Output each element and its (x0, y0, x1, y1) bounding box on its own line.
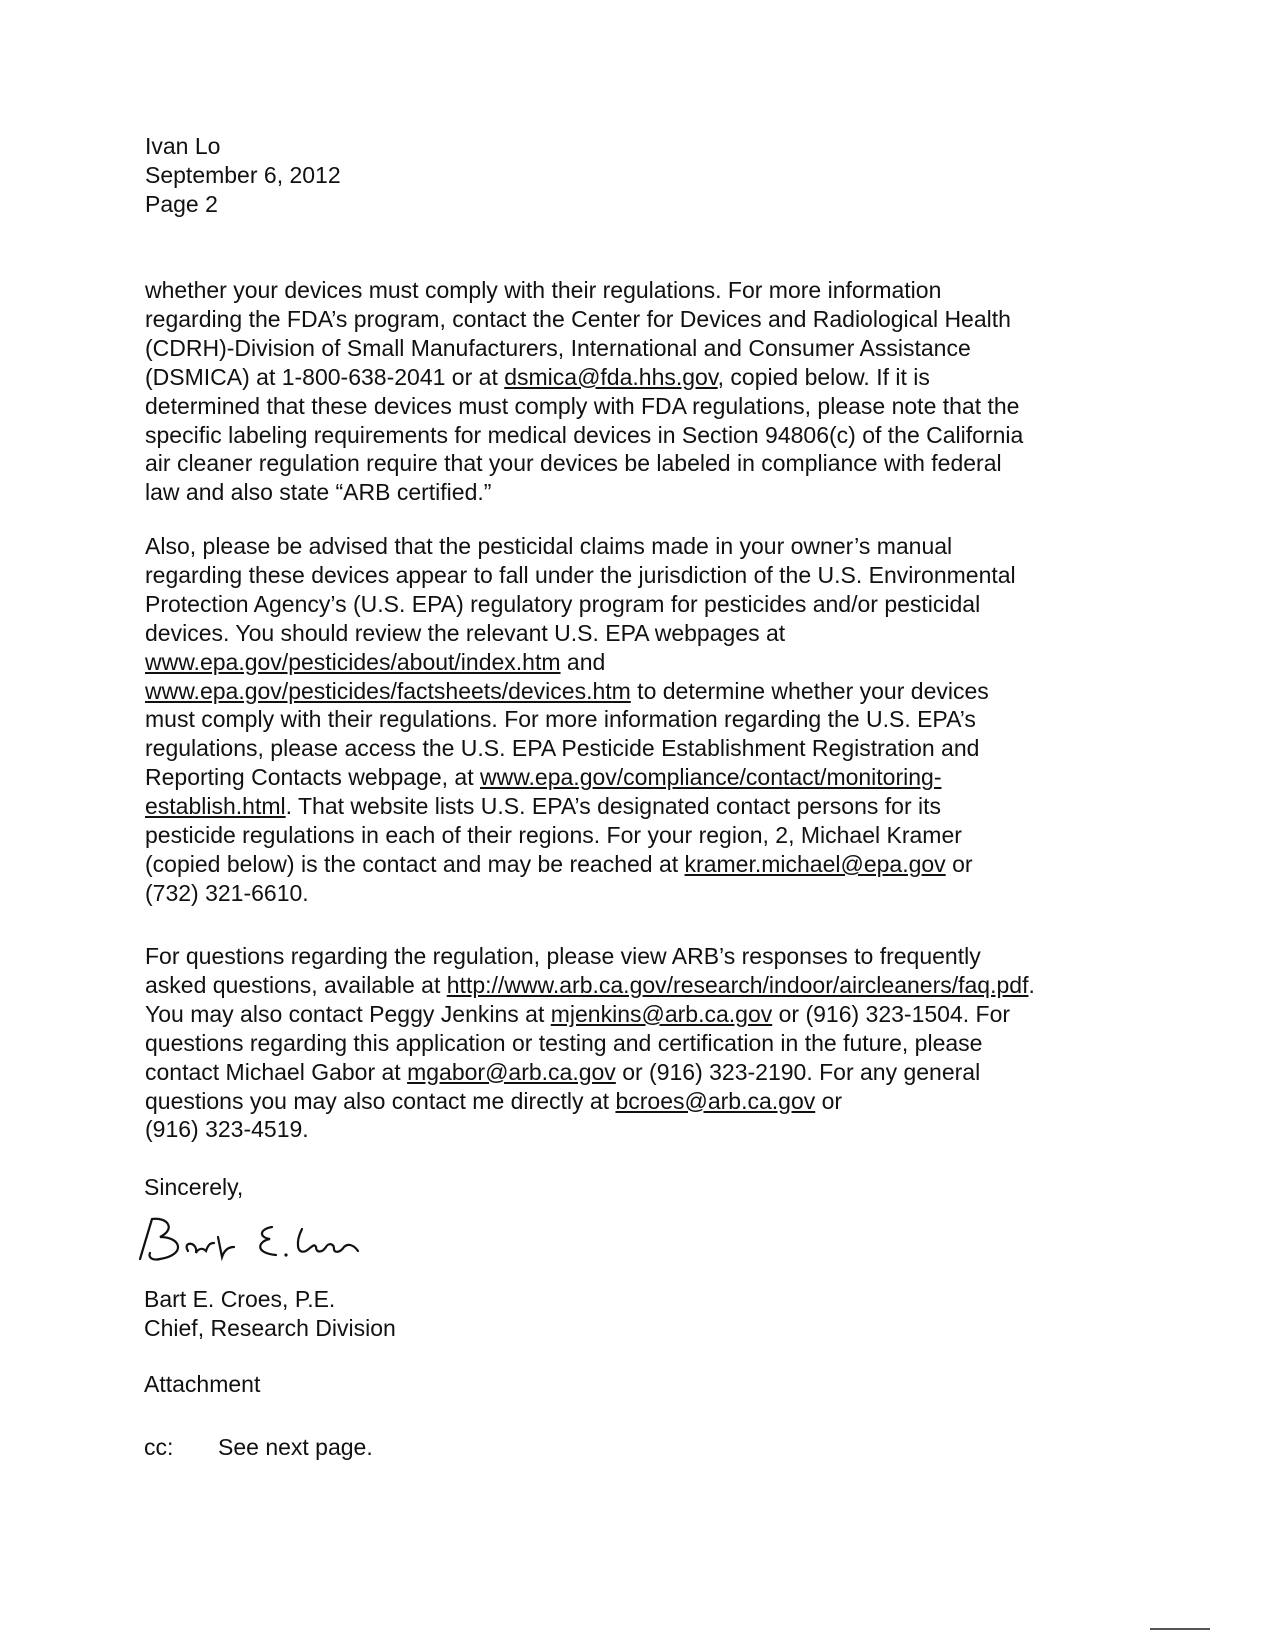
paragraph-line: regarding these devices appear to fall under the jurisdiction of the U.S. Environmental (145, 561, 1016, 588)
croes-email-link[interactable]: bcroes@arb.ca.gov (615, 1087, 816, 1114)
paragraph-line: Also, please be advised that the pesticidal claims made in your owner’s manual (145, 533, 953, 559)
epa-monitoring-link-continued[interactable]: establish.html (145, 793, 286, 820)
closing-salutation: Sincerely, (144, 1174, 244, 1200)
attachment-note: Attachment (144, 1371, 261, 1397)
page-number: Page 2 (145, 191, 218, 217)
paragraph-line: devices. You should review the relevant U.S. EPA webpages at (145, 619, 786, 646)
text-segment: asked questions, available at (145, 971, 447, 998)
recipient-name: Ivan Lo (145, 133, 221, 159)
paragraph-line: determined that these devices must comply with FDA regulations, please note that the (145, 392, 1020, 419)
text-segment: and (560, 648, 606, 675)
text-segment: or (916) 323-2190. For any general (615, 1058, 981, 1085)
text-segment: (copied below) is the contact and may be reached at (145, 850, 685, 877)
paragraph-line: air cleaner regulation require that your devices be labeled in compliance with federal (145, 450, 1002, 477)
signer-title: Chief, Research Division (144, 1315, 396, 1341)
text-segment: to determine whether your devices (630, 677, 989, 704)
jenkins-email-link[interactable]: mjenkins@arb.ca.gov (550, 1000, 773, 1027)
letter-header (145, 132, 341, 219)
paragraph-line (145, 677, 1105, 706)
paragraph-line: (732) 321-6610. (145, 879, 309, 906)
paragraph-line (145, 850, 1105, 879)
cc-line (144, 1433, 373, 1462)
paragraph-line (145, 792, 1105, 821)
paragraph-line (145, 1058, 1105, 1087)
paragraph-line: law and also state “ARB certified.” (145, 479, 492, 506)
paragraph-line (145, 1087, 1105, 1116)
paragraph-fda (145, 276, 1105, 507)
kramer-email-link[interactable]: kramer.michael@epa.gov (684, 850, 946, 877)
paragraph-line: (916) 323-4519. (145, 1116, 309, 1143)
paragraph-line: questions regarding this application or testing and certification in the future, please (145, 1029, 983, 1056)
paragraph-line: Protection Agency’s (U.S. EPA) regulatory program for pesticides and/or pesticidal (145, 590, 981, 617)
text-segment: Reporting Contacts webpage, at (145, 764, 480, 791)
paragraph-line: regulations, please access the U.S. EPA Pesticide Establishment Registration and (145, 735, 980, 762)
text-segment: or (815, 1087, 843, 1114)
paragraph-line (145, 763, 1105, 792)
text-segment: You may also contact Peggy Jenkins at (145, 1000, 551, 1027)
text-segment: questions you may also contact me directly at (145, 1087, 616, 1114)
paragraph-line (145, 971, 1105, 1000)
footer-rule (1150, 1628, 1210, 1630)
epa-monitoring-link[interactable]: www.epa.gov/compliance/contact/monitoring- (479, 764, 942, 791)
paragraph-line: regarding the FDA’s program, contact the Center for Devices and Radiological Health (145, 305, 1011, 332)
cc-label: cc: (144, 1434, 174, 1460)
paragraph-line: must comply with their regulations. For more information regarding the U.S. EPA’s (145, 706, 976, 733)
paragraph-line: pesticide regulations in each of their regions. For your region, 2, Michael Kramer (145, 822, 962, 849)
paragraph-line (145, 363, 1105, 392)
text-segment: or (916) 323-1504. For (772, 1000, 1011, 1027)
dsmica-email-link[interactable]: dsmica@fda.hhs.gov (504, 363, 718, 390)
text-segment: contact Michael Gabor at (145, 1058, 408, 1085)
letter-date: September 6, 2012 (145, 162, 341, 188)
handwritten-signature (130, 1207, 380, 1277)
text-segment: , copied below. If it is (717, 363, 930, 390)
epa-about-link[interactable]: www.epa.gov/pesticides/about/index.htm (145, 648, 561, 675)
text-segment: (DSMICA) at 1-800-638-2041 or at (145, 363, 505, 390)
signer-name: Bart E. Croes, P.E. (144, 1286, 336, 1312)
cc-text: See next page. (218, 1434, 373, 1460)
text-segment: . That website lists U.S. EPA’s designated contact persons for its (285, 793, 942, 820)
epa-devices-link[interactable]: www.epa.gov/pesticides/factsheets/devices.htm (145, 677, 631, 704)
paragraph-line: whether your devices must comply with their regulations. For more information (145, 277, 942, 303)
paragraph-epa (145, 532, 1105, 908)
paragraph-line: For questions regarding the regulation, please view ARB’s responses to frequently (145, 943, 981, 969)
paragraph-contacts (145, 942, 1105, 1144)
faq-pdf-link[interactable]: http://www.arb.ca.gov/research/indoor/aircleaners/faq.pdf (446, 971, 1029, 998)
text-segment: . (1028, 971, 1035, 998)
paragraph-line (145, 648, 1105, 677)
paragraph-line (145, 1000, 1105, 1029)
text-segment: or (945, 850, 973, 877)
gabor-email-link[interactable]: mgabor@arb.ca.gov (407, 1058, 616, 1085)
signer-block (144, 1285, 396, 1343)
paragraph-line: specific labeling requirements for medical devices in Section 94806(c) of the California (145, 421, 1024, 448)
paragraph-line: (CDRH)-Division of Small Manufacturers, International and Consumer Assistance (145, 334, 971, 361)
